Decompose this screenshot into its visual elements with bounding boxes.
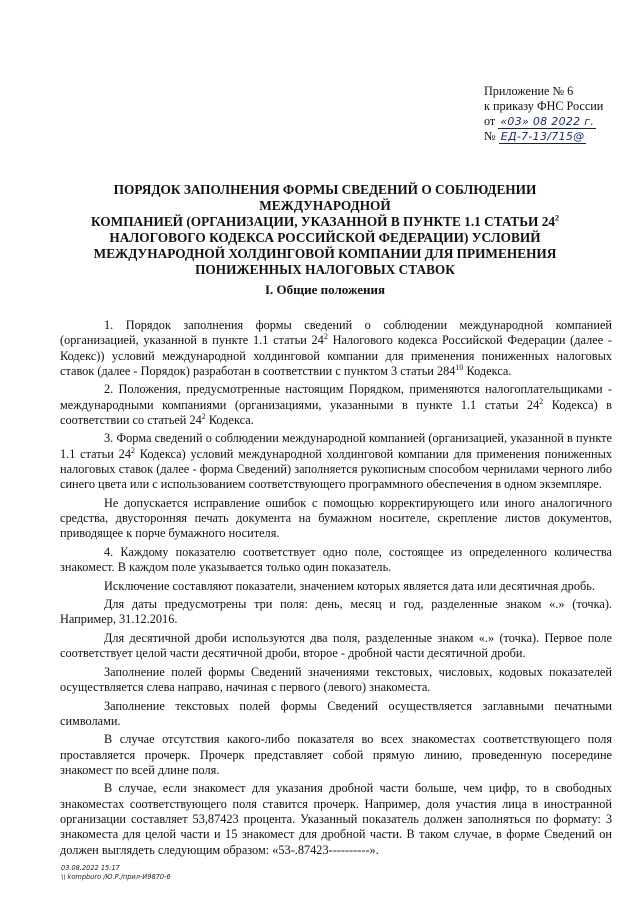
- document-title: [60, 182, 590, 278]
- footer-timestamp: 03.08.2022 15:17: [61, 864, 120, 872]
- title-line-5: ПОНИЖЕННЫХ НАЛОГОВЫХ СТАВОК: [195, 262, 455, 277]
- print-footer: [61, 864, 171, 882]
- paragraph-3: 3. Форма сведений о соблюдении международной компанией (организацией, указанной в пункте 1.1 статьи $24^2$ Кодекса) условий международной холдинговой компании для применения пониженных налоговых ставок (далее - форма Сведений) заполняется рукописным способом чернилами черного либо синего цвета или с использованием соответствующего программного обеспечения в одном экземпляре.: [60, 431, 612, 492]
- paragraph-1: 1. Порядок заполнения формы сведений о соблюдении международной компанией (организацией, указанной в пункте 1.1 статьи $24^2$ Налогового кодекса Российской Федерации (далее - Кодекс)) условий международной холдинговой компании для применения пониженных налоговых ставок (далее - Порядок) разработан в соответствии с пунктом 3 статьи $284^{10}$ Кодекса.: [60, 318, 612, 378]
- annex-number-handwritten: ЕД-7-13/715@: [500, 130, 585, 143]
- paragraph-11: В случае отсутствия какого-либо показателя во всех знакоместах соответствующего поля проставляется прочерк. Прочерк представляет собой прямую линию, проведенную посередине знакомест по всей длине поля.: [60, 732, 612, 777]
- title-line-2: [60, 214, 590, 230]
- annex-order-ref: к приказу ФНС России: [484, 99, 604, 113]
- section-heading: I. Общие положения: [265, 282, 385, 297]
- annex-header: [484, 84, 624, 144]
- paragraph-6: Исключение составляют показатели, значением которых является дата или десятичная дробь.: [104, 578, 595, 593]
- paragraph-10: Заполнение текстовых полей формы Сведений осуществляется заглавными печатными символами.: [60, 698, 612, 728]
- title-sup: 2: [555, 213, 559, 223]
- paragraph-5: 4. Каждому показателю соответствует одно поле, состоящее из определенного количества знакомест. В каждом поле указывается только один показатель.: [60, 544, 612, 575]
- title-line-4: МЕЖДУНАРОДНОЙ ХОЛДИНГОВОЙ КОМПАНИИ ДЛЯ ПРИМЕНЕНИЯ: [93, 246, 557, 261]
- paragraph-9: Заполнение полей формы Сведений значениями текстовых, числовых, кодовых показателей осуществляется слева направо, начиная с первого (левого) знакоместа.: [60, 664, 612, 695]
- annex-number-line: [484, 129, 624, 144]
- annex-date-handwritten: «03» 08 2022 г.: [500, 115, 595, 128]
- footer-file-path: \\ kompburo /Ю.Р./прил-И9870-6: [61, 873, 171, 881]
- paragraph-8: Для десятичной дроби используются два поля, разделенные знаком «.» (точка). Первое поле соответствует целой части десятичной дроби, второе - дробной части десятичной дроби.: [60, 630, 612, 661]
- paragraph-2: 2. Положения, предусмотренные настоящим Порядком, применяются налогоплательщиками - международными компаниями (организациями, указанными в пункте 1.1 статьи $24^2$ Кодекса) в соответствии со статьей $24^2$ Кодекса.: [60, 382, 612, 427]
- title-line-3: НАЛОГОВОГО КОДЕКСА РОССИЙСКОЙ ФЕДЕРАЦИИ) УСЛОВИЙ: [109, 230, 541, 245]
- annex-date-prefix: от: [484, 114, 496, 128]
- paragraph-12: В случае, если знакомест для указания дробной части больше, чем цифр, то в свободных знакоместах соответствующего поля ставится прочерк. Например, доля участия лица в иностранной организации составляет 53,87423 процента. Указанный показатель должен заполняться по формату: 3 знакоместа для целой части и 15 знакомест для дробной части. В таком случае, в форме Сведений он должен выглядеть следующим образом: «53-.87423----------».: [60, 781, 612, 857]
- annex-date-line: [484, 114, 624, 129]
- title-line-1: ПОРЯДОК ЗАПОЛНЕНИЯ ФОРМЫ СВЕДЕНИЙ О СОБЛЮДЕНИИ МЕЖДУНАРОДНОЙ: [113, 182, 537, 213]
- paragraph-7: Для даты предусмотрены три поля: день, месяц и год, разделенные знаком «.» (точка). Например, 31.12.2016.: [60, 597, 612, 627]
- annex-number-prefix: №: [484, 129, 496, 143]
- annex-title: Приложение № 6: [484, 84, 574, 98]
- paragraph-4: Не допускается исправление ошибок с помощью корректирующего или иного аналогичного средства, двусторонняя печать документа на бумажном носителе, скрепление листов документов, приводящее к порче бумажного носителя.: [60, 495, 612, 541]
- title-line-2-text: КОМПАНИЕЙ (ОРГАНИЗАЦИИ, УКАЗАННОЙ В ПУНКТЕ 1.1 СТАТЬИ 24: [90, 214, 555, 229]
- document-body: [60, 318, 612, 861]
